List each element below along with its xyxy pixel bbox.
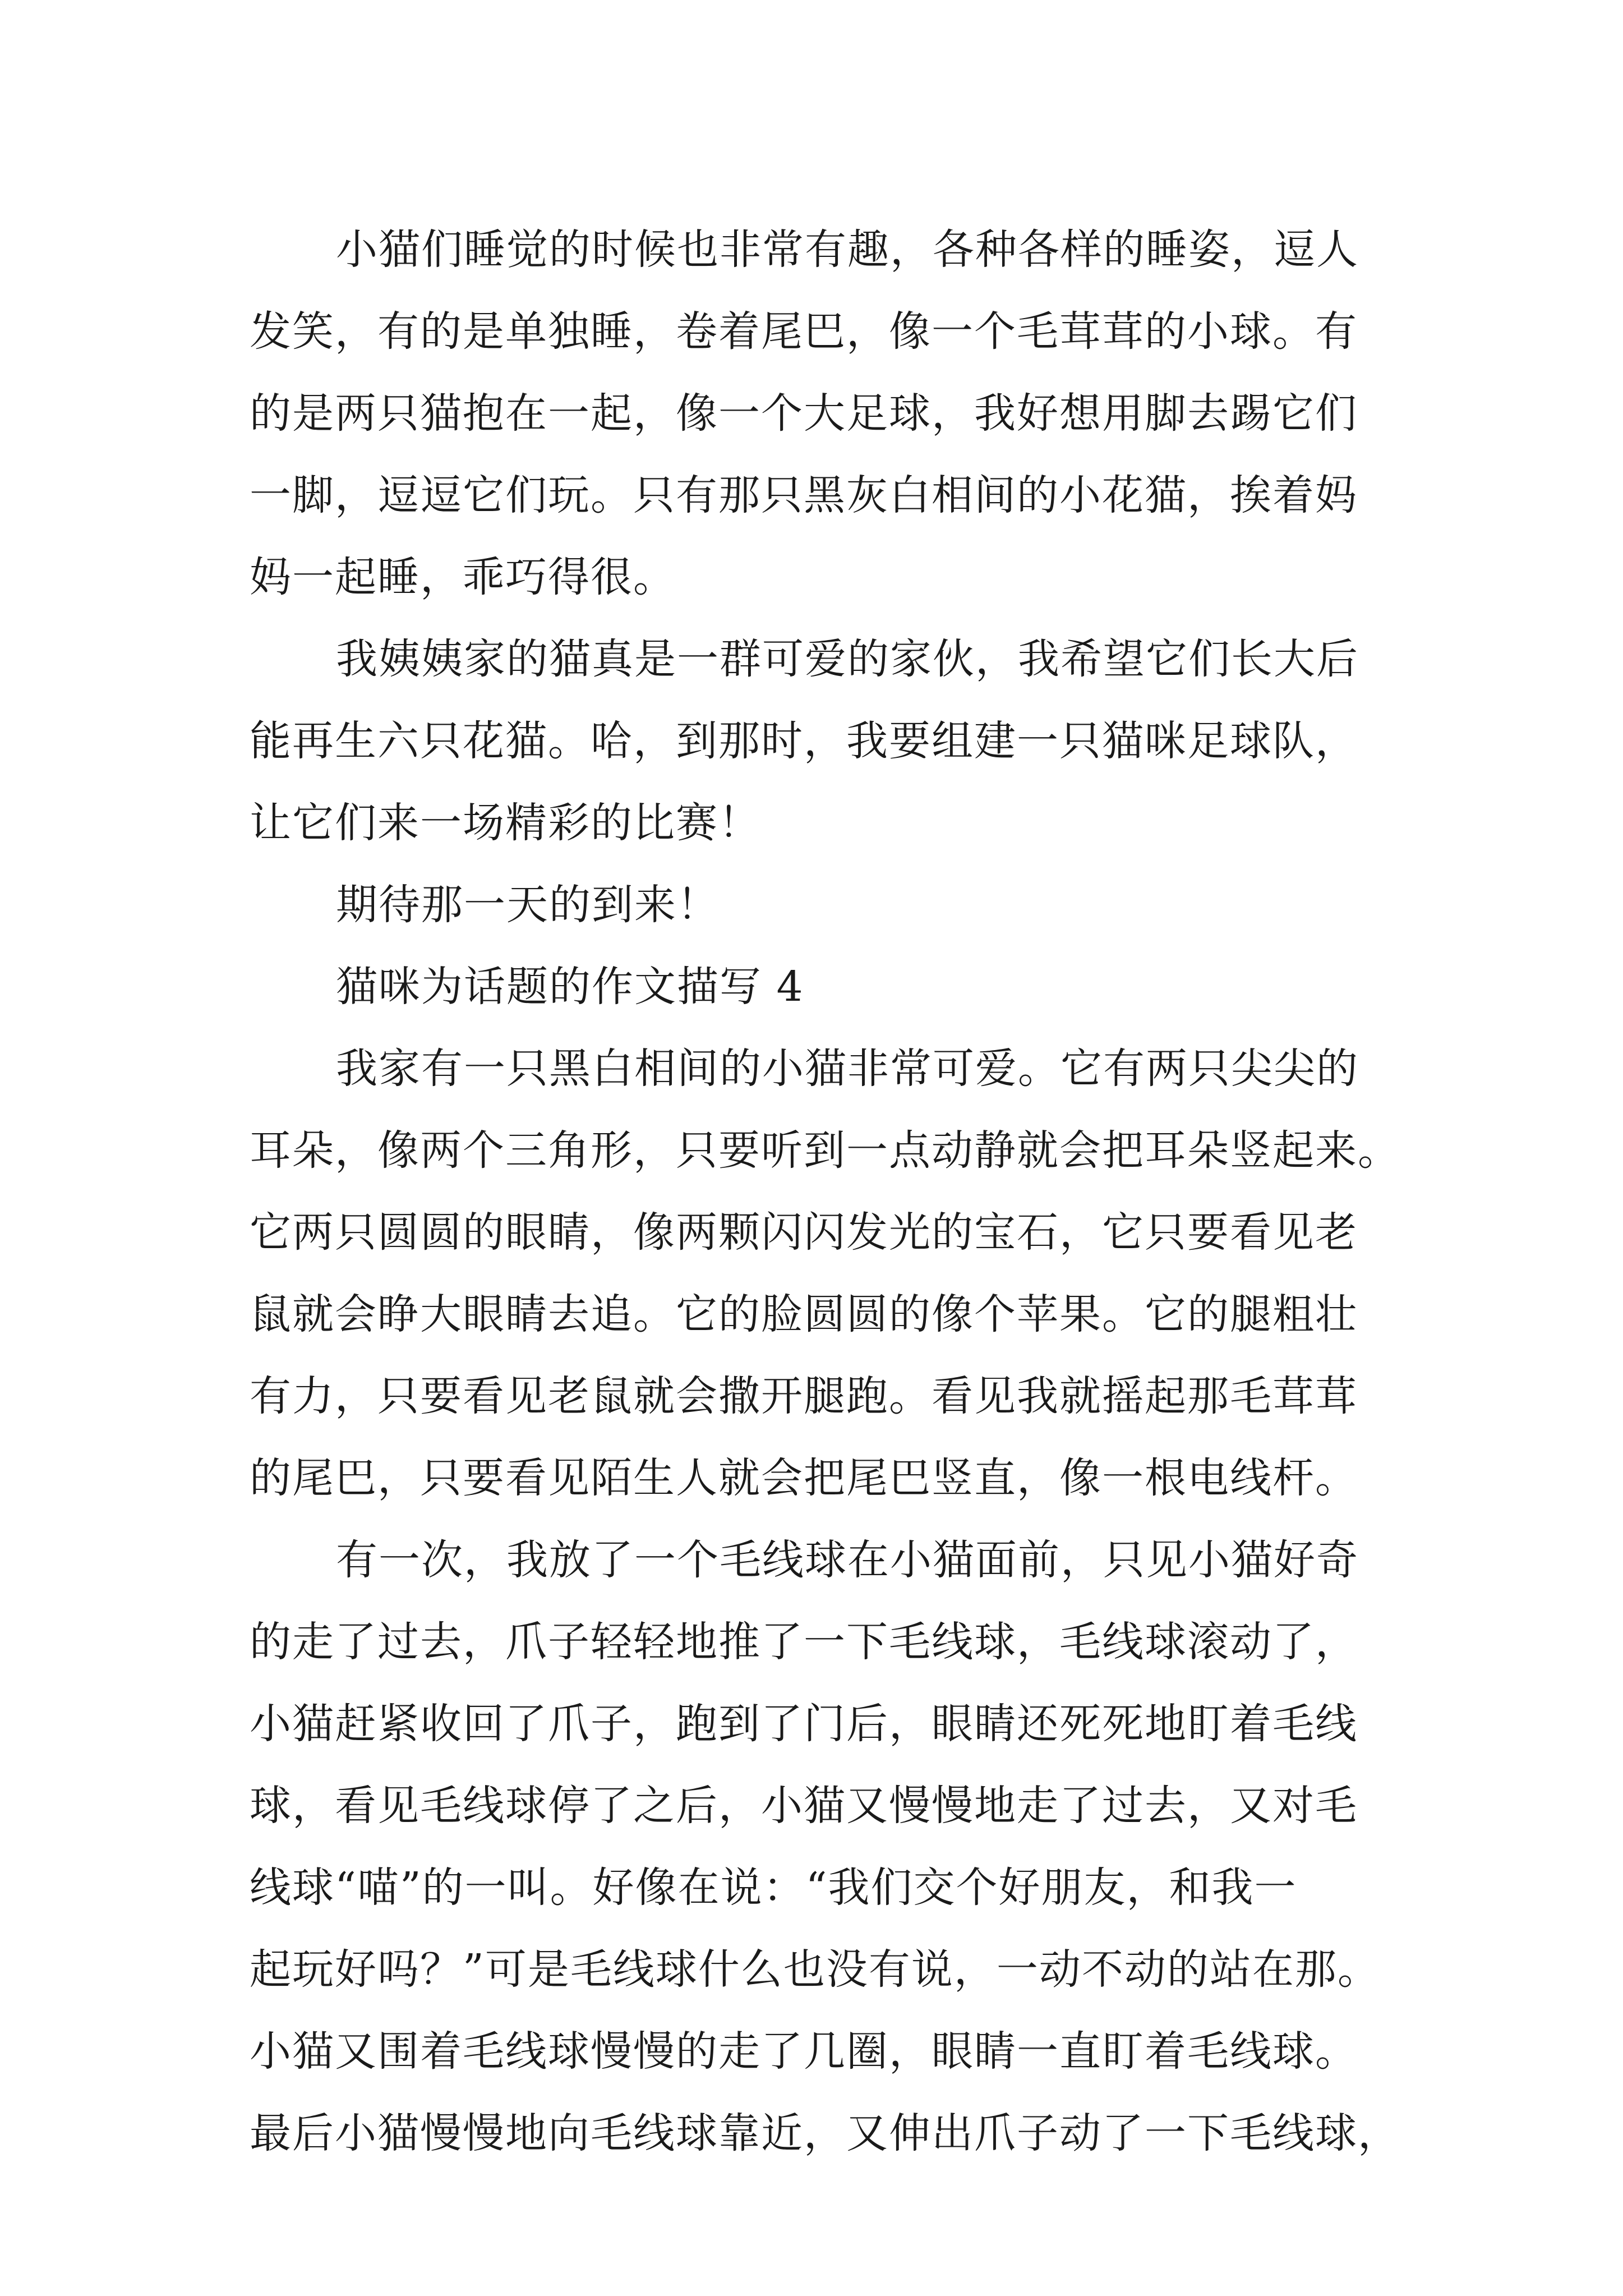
text-line: 期待那一天的到来！	[336, 881, 720, 929]
text-line: 的是两只猫抱在一起，像一个大足球，我好想用脚去踢它们	[250, 389, 1358, 438]
text-line: 妈一起睡，乖巧得很。	[250, 553, 676, 601]
text-line: 球，看见毛线球停了之后，小猫又慢慢地走了过去，又对毛	[250, 1782, 1358, 1830]
text-line: 我姨姨家的猫真是一群可爱的家伙，我希望它们长大后	[336, 635, 1359, 683]
text-line: 的走了过去，爪子轻轻地推了一下毛线球，毛线球滚动了，	[250, 1618, 1358, 1666]
document-body	[250, 209, 1400, 2174]
text-line: 有力，只要看见老鼠就会撒开腿跑。看见我就摇起那毛茸茸	[250, 1372, 1358, 1420]
text-line: 小猫们睡觉的时候也非常有趣，各种各样的睡姿，逗人	[336, 226, 1359, 274]
text-line: 小猫赶紧收回了爪子，跑到了门后，眼睛还死死地盯着毛线	[250, 1700, 1358, 1748]
essay-heading	[250, 946, 1377, 1028]
text-line: 让它们来一场精彩的比赛！	[250, 799, 761, 847]
text-line: 一脚，逗逗它们玩。只有那只黑灰白相间的小花猫，挨着妈	[250, 471, 1358, 519]
text-line: 发笑，有的是单独睡，卷着尾巴，像一个毛茸茸的小球。有	[250, 307, 1358, 356]
essay-title: 猫咪为话题的作文描写 4	[336, 963, 804, 1011]
paragraph-aunt-cats	[250, 618, 1377, 864]
text-line: 鼠就会睁大眼睛去追。它的脸圆圆的像个苹果。它的腿粗壮	[250, 1290, 1358, 1338]
text-line: 起玩好吗？”可是毛线球什么也没有说，一动不动的站在那。	[250, 1945, 1380, 1994]
paragraph-cat-description	[250, 1028, 1400, 1519]
text-line: 最后小猫慢慢地向毛线球靠近，又伸出爪子动了一下毛线球，	[250, 2109, 1400, 2157]
text-line: 线球“喵”的一叫。好像在说：“我们交个好朋友，和我一	[250, 1864, 1297, 1912]
text-line: 耳朵，像两个三角形，只要听到一点动静就会把耳朵竖起来。	[250, 1126, 1400, 1175]
paragraph-yarn-ball	[250, 1519, 1400, 2174]
text-line: 我家有一只黑白相间的小猫非常可爱。它有两只尖尖的	[336, 1045, 1359, 1093]
text-line: 能再生六只花猫。哈，到那时，我要组建一只猫咪足球队，	[250, 717, 1358, 765]
text-line: 它两只圆圆的眼睛，像两颗闪闪发光的宝石，它只要看见老	[250, 1208, 1358, 1257]
paragraph-cats-sleeping	[250, 209, 1377, 618]
text-line: 的尾巴，只要看见陌生人就会把尾巴竖直，像一根电线杆。	[250, 1454, 1358, 1502]
text-line: 小猫又围着毛线球慢慢的走了几圈，眼睛一直盯着毛线球。	[250, 2027, 1358, 2076]
paragraph-looking-forward	[250, 864, 1377, 946]
text-line: 有一次，我放了一个毛线球在小猫面前，只见小猫好奇	[336, 1536, 1359, 1584]
